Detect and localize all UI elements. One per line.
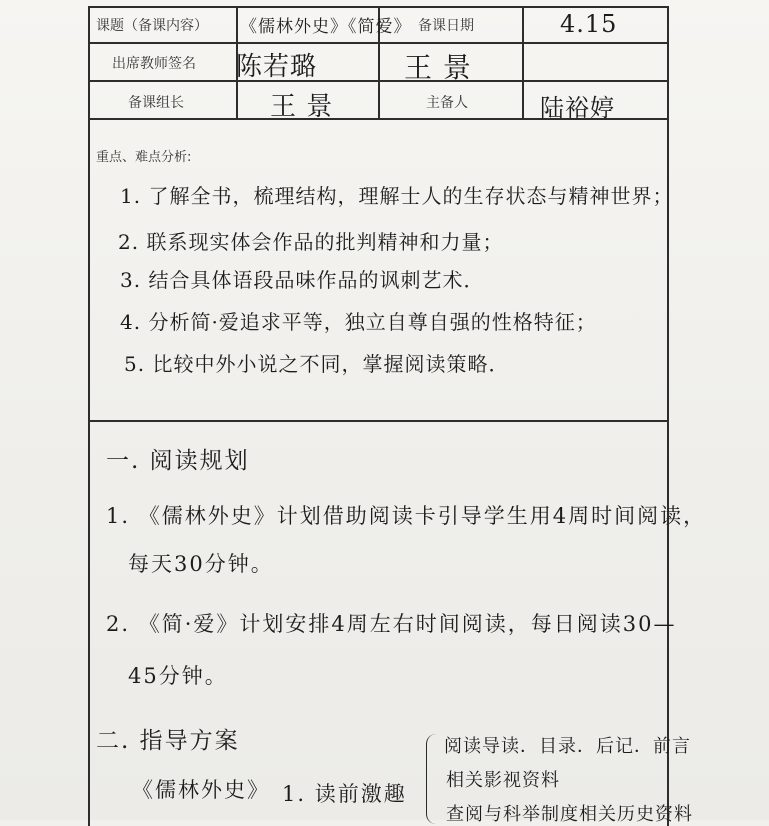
preparer-value: 陆裕婷 bbox=[540, 94, 615, 122]
attendees-label: 出席教师签名 bbox=[112, 56, 196, 72]
guide-step: 1. 读前激趣 bbox=[282, 782, 407, 806]
analysis-title: 重点、难点分析: bbox=[96, 150, 192, 165]
guide-book-title: 《儒林外史》 bbox=[132, 778, 270, 802]
analysis-item-2: 2. 联系现实体会作品的批判精神和力量； bbox=[118, 230, 504, 254]
brace-symbol bbox=[426, 734, 437, 824]
plan-section-2-title: 二. 指导方案 bbox=[96, 728, 240, 754]
leader-label: 备课组长 bbox=[128, 95, 184, 111]
col-divider-3 bbox=[522, 6, 524, 118]
table-left-border bbox=[88, 6, 90, 826]
plan-item-1-line-2: 每天30分钟。 bbox=[128, 552, 274, 576]
guide-option-1: 阅读导读．目录．后记．前言 bbox=[444, 736, 691, 757]
analysis-item-1: 1. 了解全书，梳理结构，理解士人的生存状态与精神世界； bbox=[120, 184, 674, 208]
analysis-item-5: 5. 比较中外小说之不同，掌握阅读策略． bbox=[124, 352, 510, 376]
topic-label: 课题（备课内容） bbox=[96, 18, 208, 34]
date-value: 4.15 bbox=[560, 10, 618, 38]
topic-value: 《儒林外史》《简爱》 bbox=[240, 17, 412, 37]
guide-option-2: 相关影视资料 bbox=[446, 770, 560, 791]
plan-item-1-line-1: 1. 《儒林外史》计划借助阅读卡引导学生用4周时间阅读， bbox=[106, 504, 707, 528]
analysis-item-4: 4. 分析简·爱追求平等，独立自尊自强的性格特征； bbox=[120, 310, 597, 334]
attendee-signature-1: 陈若璐 bbox=[236, 52, 318, 82]
plan-section-1-title: 一. 阅读规划 bbox=[106, 448, 250, 474]
row-divider-4 bbox=[88, 420, 668, 422]
plan-item-2-line-1: 2. 《简·爱》计划安排4周左右时间阅读，每日阅读30— bbox=[106, 612, 677, 636]
leader-value: 王 景 bbox=[270, 92, 334, 122]
plan-item-2-line-2: 45分钟。 bbox=[128, 664, 228, 688]
preparer-label: 主备人 bbox=[426, 95, 468, 111]
analysis-item-3: 3. 结合具体语段品味作品的讽刺艺术． bbox=[120, 268, 485, 292]
guide-option-3: 查阅与科举制度相关历史资料 bbox=[446, 804, 693, 825]
date-label: 备课日期 bbox=[418, 18, 474, 34]
attendee-signature-right: 王 景 bbox=[404, 51, 472, 84]
table-right-border bbox=[667, 6, 669, 826]
